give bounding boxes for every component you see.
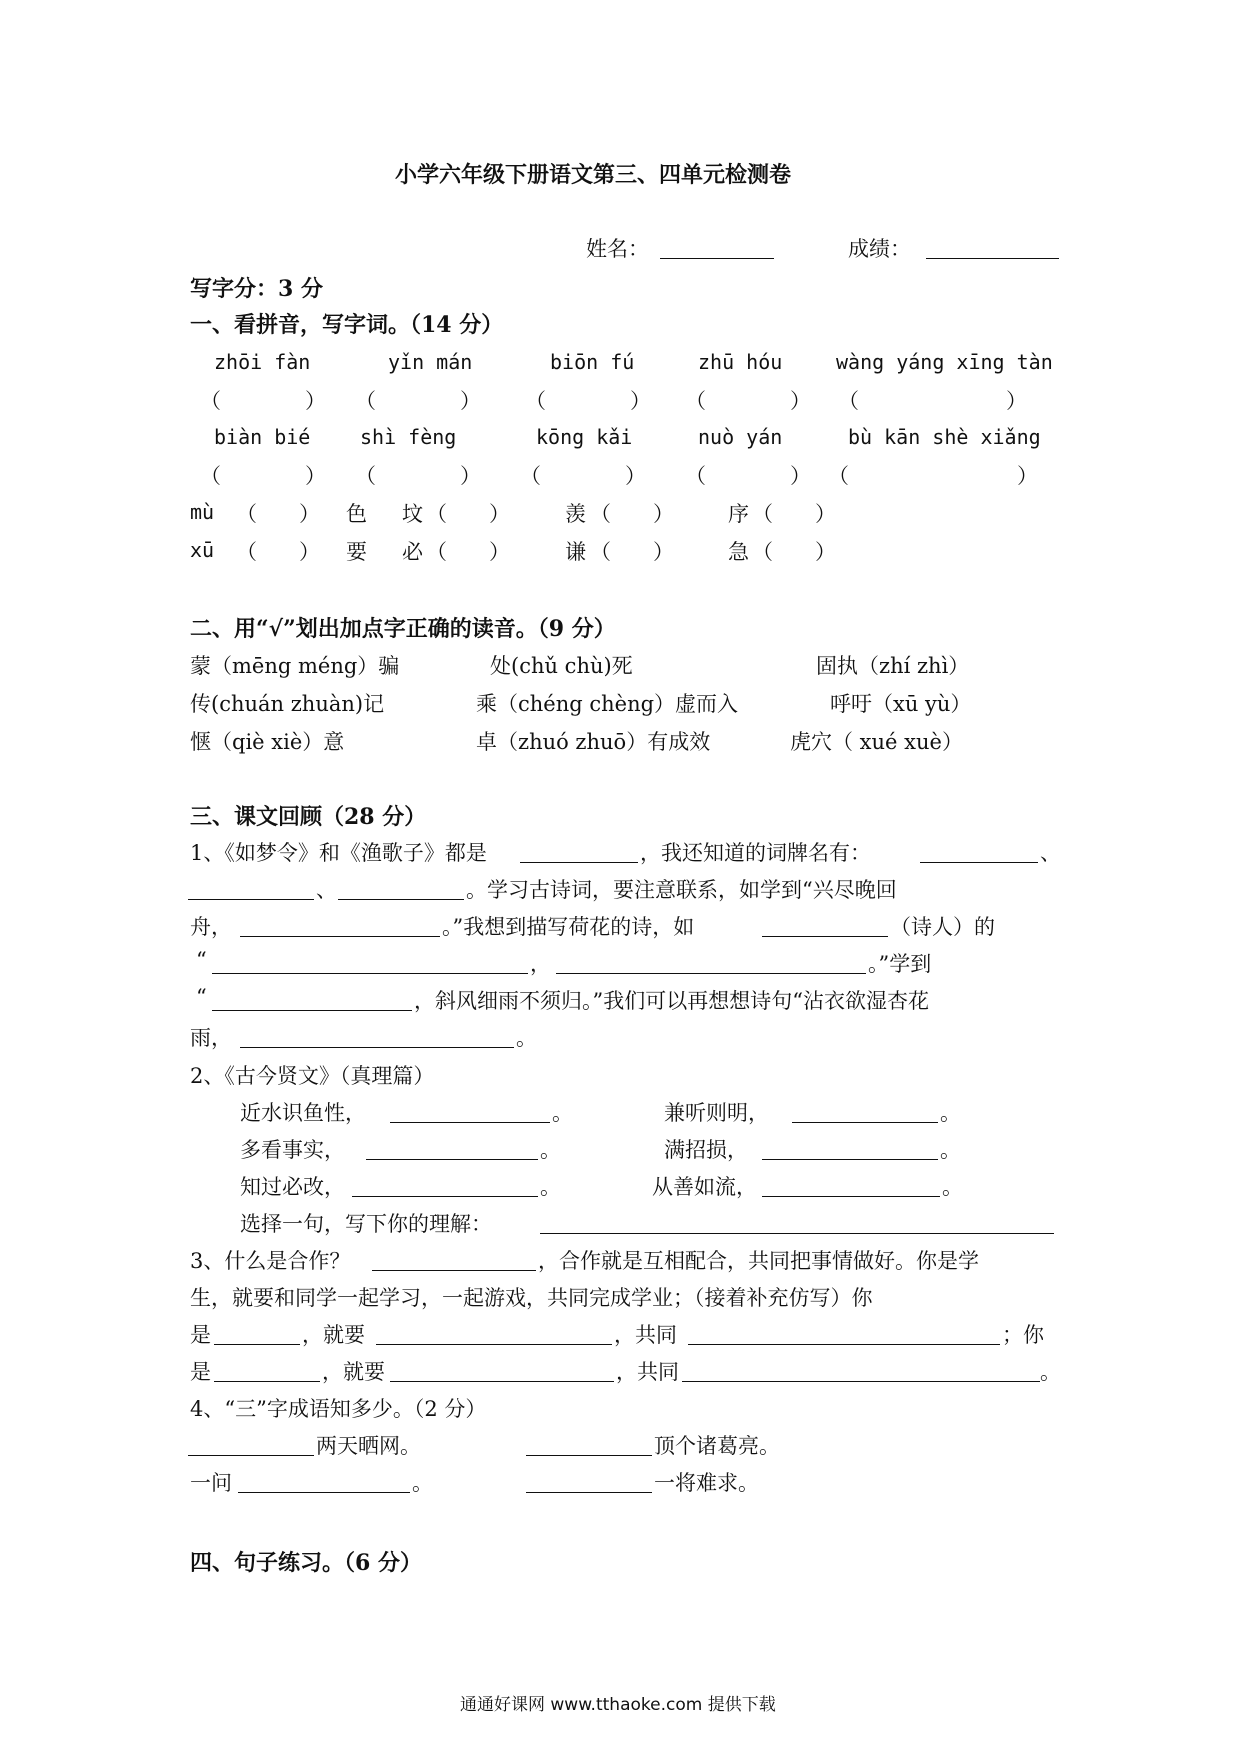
- reading-item[interactable]: 呼吁（xū yù）: [830, 692, 972, 716]
- blank[interactable]: [188, 899, 314, 900]
- pinyin: zhōi fàn: [214, 350, 311, 374]
- blank[interactable]: [366, 1159, 538, 1160]
- pinyin: zhū hóu: [698, 350, 783, 374]
- q1-text: 。”我想到描写荷花的诗，如: [442, 915, 695, 939]
- score-field[interactable]: [926, 258, 1059, 259]
- q1-text: 。”学到: [868, 952, 932, 976]
- section-4-heading: 四、句子练习。（6 分）: [190, 1550, 422, 1576]
- pinyin: biōn fú: [550, 350, 635, 374]
- q3-text: ，合作就是互相配合，共同把事情做好。你是学: [538, 1249, 979, 1273]
- reading-item[interactable]: 固执（zhí zhì）: [816, 654, 970, 678]
- q1-text: 1、《如梦令》和《渔歌子》都是: [190, 841, 487, 865]
- proverb-start: 兼听则明，: [664, 1101, 769, 1125]
- section-3-heading: 三、课文回顾（28 分）: [190, 804, 427, 830]
- q1-text: 舟，: [190, 915, 232, 939]
- blank[interactable]: [762, 1159, 938, 1160]
- char: 必: [402, 540, 423, 564]
- section-2-heading: 二、用“√”划出加点字正确的读音。（9 分）: [190, 616, 616, 642]
- pinyin-lead: mù: [190, 500, 215, 524]
- answer-bracket[interactable]: （ ）: [838, 389, 1027, 413]
- blank[interactable]: [214, 1344, 300, 1345]
- answer-bracket[interactable]: （ ）: [520, 464, 646, 488]
- q3-text: ，就要: [322, 1360, 385, 1384]
- reading-item[interactable]: 虎穴（ xué xuè）: [790, 730, 963, 754]
- q3-text: ；你: [1002, 1323, 1044, 1347]
- reading-item[interactable]: 惬（qiè xiè）意: [190, 730, 345, 754]
- answer-bracket[interactable]: （ ）: [236, 502, 320, 526]
- answer-bracket[interactable]: （ ）: [355, 389, 481, 413]
- idiom-text: 顶个诸葛亮。: [654, 1434, 780, 1458]
- answer-bracket[interactable]: （ ）: [590, 502, 674, 526]
- answer-bracket[interactable]: （ ）: [355, 464, 481, 488]
- q3-text: ，就要: [302, 1323, 365, 1347]
- blank[interactable]: [390, 1381, 614, 1382]
- blank[interactable]: [526, 1455, 652, 1456]
- period: 。: [942, 1175, 963, 1199]
- proverb-start: 多看事实，: [240, 1138, 345, 1162]
- reading-item[interactable]: 蒙（mēng méng）骗: [190, 654, 400, 678]
- reading-item[interactable]: 卓（zhuó zhuō）有成效: [476, 730, 711, 754]
- pinyin: kōng kǎi: [536, 425, 633, 449]
- q1-text: （诗人）的: [890, 915, 995, 939]
- proverb-start: 从善如流，: [652, 1175, 757, 1199]
- q3-text: ，共同: [616, 1360, 679, 1384]
- q3-text: 是: [190, 1360, 211, 1384]
- proverb-start: 近水识鱼性，: [240, 1101, 366, 1125]
- blank[interactable]: [188, 1455, 314, 1456]
- idiom-text: 两天晒网。: [316, 1434, 421, 1458]
- answer-bracket[interactable]: （ ）: [200, 464, 326, 488]
- q2-heading: 2、《古今贤文》（真理篇）: [190, 1064, 435, 1088]
- char: 羡: [565, 502, 586, 526]
- reading-item[interactable]: 传(chuán zhuàn)记: [190, 692, 385, 716]
- blank[interactable]: [212, 1010, 412, 1011]
- blank[interactable]: [240, 1047, 514, 1048]
- blank[interactable]: [212, 973, 528, 974]
- char: 序: [728, 502, 749, 526]
- blank[interactable]: [372, 1270, 536, 1271]
- char: 要: [346, 540, 367, 564]
- name-label: 姓名：: [586, 237, 649, 261]
- pinyin: bù kān shè xiǎng: [848, 425, 1041, 449]
- blank[interactable]: [526, 1492, 652, 1493]
- answer-bracket[interactable]: （ ）: [752, 502, 836, 526]
- blank[interactable]: [762, 936, 888, 937]
- q3-text: 。: [1040, 1360, 1061, 1384]
- answer-bracket[interactable]: （ ）: [752, 540, 836, 564]
- pinyin: yǐn mán: [388, 350, 473, 374]
- proverb-start: 满招损，: [664, 1138, 748, 1162]
- char: 急: [728, 540, 749, 564]
- blank[interactable]: [682, 1381, 1040, 1382]
- pinyin: shì fèng: [360, 425, 457, 449]
- period: 。: [552, 1101, 573, 1125]
- blank[interactable]: [376, 1344, 612, 1345]
- blank[interactable]: [214, 1381, 320, 1382]
- answer-bracket[interactable]: （ ）: [590, 540, 674, 564]
- answer-bracket[interactable]: （ ）: [525, 389, 651, 413]
- reading-item[interactable]: 乘（chéng chèng）虚而入: [476, 692, 739, 716]
- answer-bracket[interactable]: （ ）: [828, 464, 1038, 488]
- q1-text: “: [196, 948, 207, 972]
- char: 谦: [565, 540, 586, 564]
- answer-bracket[interactable]: （ ）: [426, 502, 510, 526]
- blank[interactable]: [792, 1122, 938, 1123]
- q1-text: 。学习古诗词，要注意联系，如学到“兴尽晚回: [466, 878, 897, 902]
- pinyin: nuò yán: [698, 425, 783, 449]
- q3-text: 3、什么是合作？: [190, 1249, 351, 1273]
- q1-text: 、: [1040, 841, 1061, 865]
- blank[interactable]: [390, 1122, 550, 1123]
- answer-bracket[interactable]: （ ）: [236, 540, 320, 564]
- pinyin: biàn bié: [214, 425, 311, 449]
- name-field[interactable]: [660, 258, 774, 259]
- blank[interactable]: [520, 862, 638, 863]
- pinyin-lead: xū: [190, 538, 215, 562]
- q3-text: ，共同: [614, 1323, 677, 1347]
- proverb-start: 知过必改，: [240, 1175, 345, 1199]
- answer-bracket[interactable]: （ ）: [685, 464, 811, 488]
- pinyin: wàng yáng xīng tàn: [836, 350, 1053, 374]
- answer-bracket[interactable]: （ ）: [685, 389, 811, 413]
- q1-text: 雨，: [190, 1026, 232, 1050]
- idiom-text: 一将难求。: [654, 1471, 759, 1495]
- blank[interactable]: [338, 899, 464, 900]
- blank[interactable]: [556, 973, 866, 974]
- q3-text: 是: [190, 1323, 211, 1347]
- q3-text: 生，就要和同学一起学习，一起游戏，共同完成学业；（接着补充仿写）你: [190, 1286, 873, 1310]
- q1-text: “: [196, 985, 207, 1009]
- answer-bracket[interactable]: （ ）: [426, 540, 510, 564]
- choose-label: 选择一句，写下你的理解：: [240, 1212, 492, 1236]
- q1-text: ，: [530, 952, 551, 976]
- q1-text: ，我还知道的词牌名有：: [640, 841, 871, 865]
- writing-score: 写字分：3 分: [190, 276, 323, 302]
- idiom-text: 一问: [190, 1471, 232, 1495]
- answer-bracket[interactable]: （ ）: [200, 389, 326, 413]
- blank[interactable]: [688, 1344, 1000, 1345]
- q4-heading: 4、“三”字成语知多少。（2 分）: [190, 1397, 487, 1421]
- footer-credit: 通通好课网 www.tthaoke.com 提供下载: [460, 1695, 776, 1715]
- blank[interactable]: [238, 1492, 410, 1493]
- understanding-blank[interactable]: [540, 1233, 1054, 1234]
- period: 。: [940, 1138, 961, 1162]
- blank[interactable]: [240, 936, 440, 937]
- score-label: 成绩：: [848, 237, 911, 261]
- blank[interactable]: [352, 1196, 538, 1197]
- blank[interactable]: [762, 1196, 940, 1197]
- blank[interactable]: [920, 862, 1038, 863]
- q1-text: 、: [316, 878, 337, 902]
- period: 。: [540, 1175, 561, 1199]
- reading-item[interactable]: 处(chǔ chù)死: [490, 654, 633, 678]
- section-1-heading: 一、看拼音，写字词。（14 分）: [190, 312, 504, 338]
- char: 色: [346, 502, 367, 526]
- char: 坟: [402, 502, 423, 526]
- idiom-text: 。: [412, 1471, 433, 1495]
- q1-text: 。: [516, 1026, 537, 1050]
- page-title: 小学六年级下册语文第三、四单元检测卷: [395, 162, 792, 188]
- period: 。: [940, 1101, 961, 1125]
- q1-text: ，斜风细雨不须归。”我们可以再想想诗句“沾衣欲湿杏花: [414, 989, 929, 1013]
- period: 。: [540, 1138, 561, 1162]
